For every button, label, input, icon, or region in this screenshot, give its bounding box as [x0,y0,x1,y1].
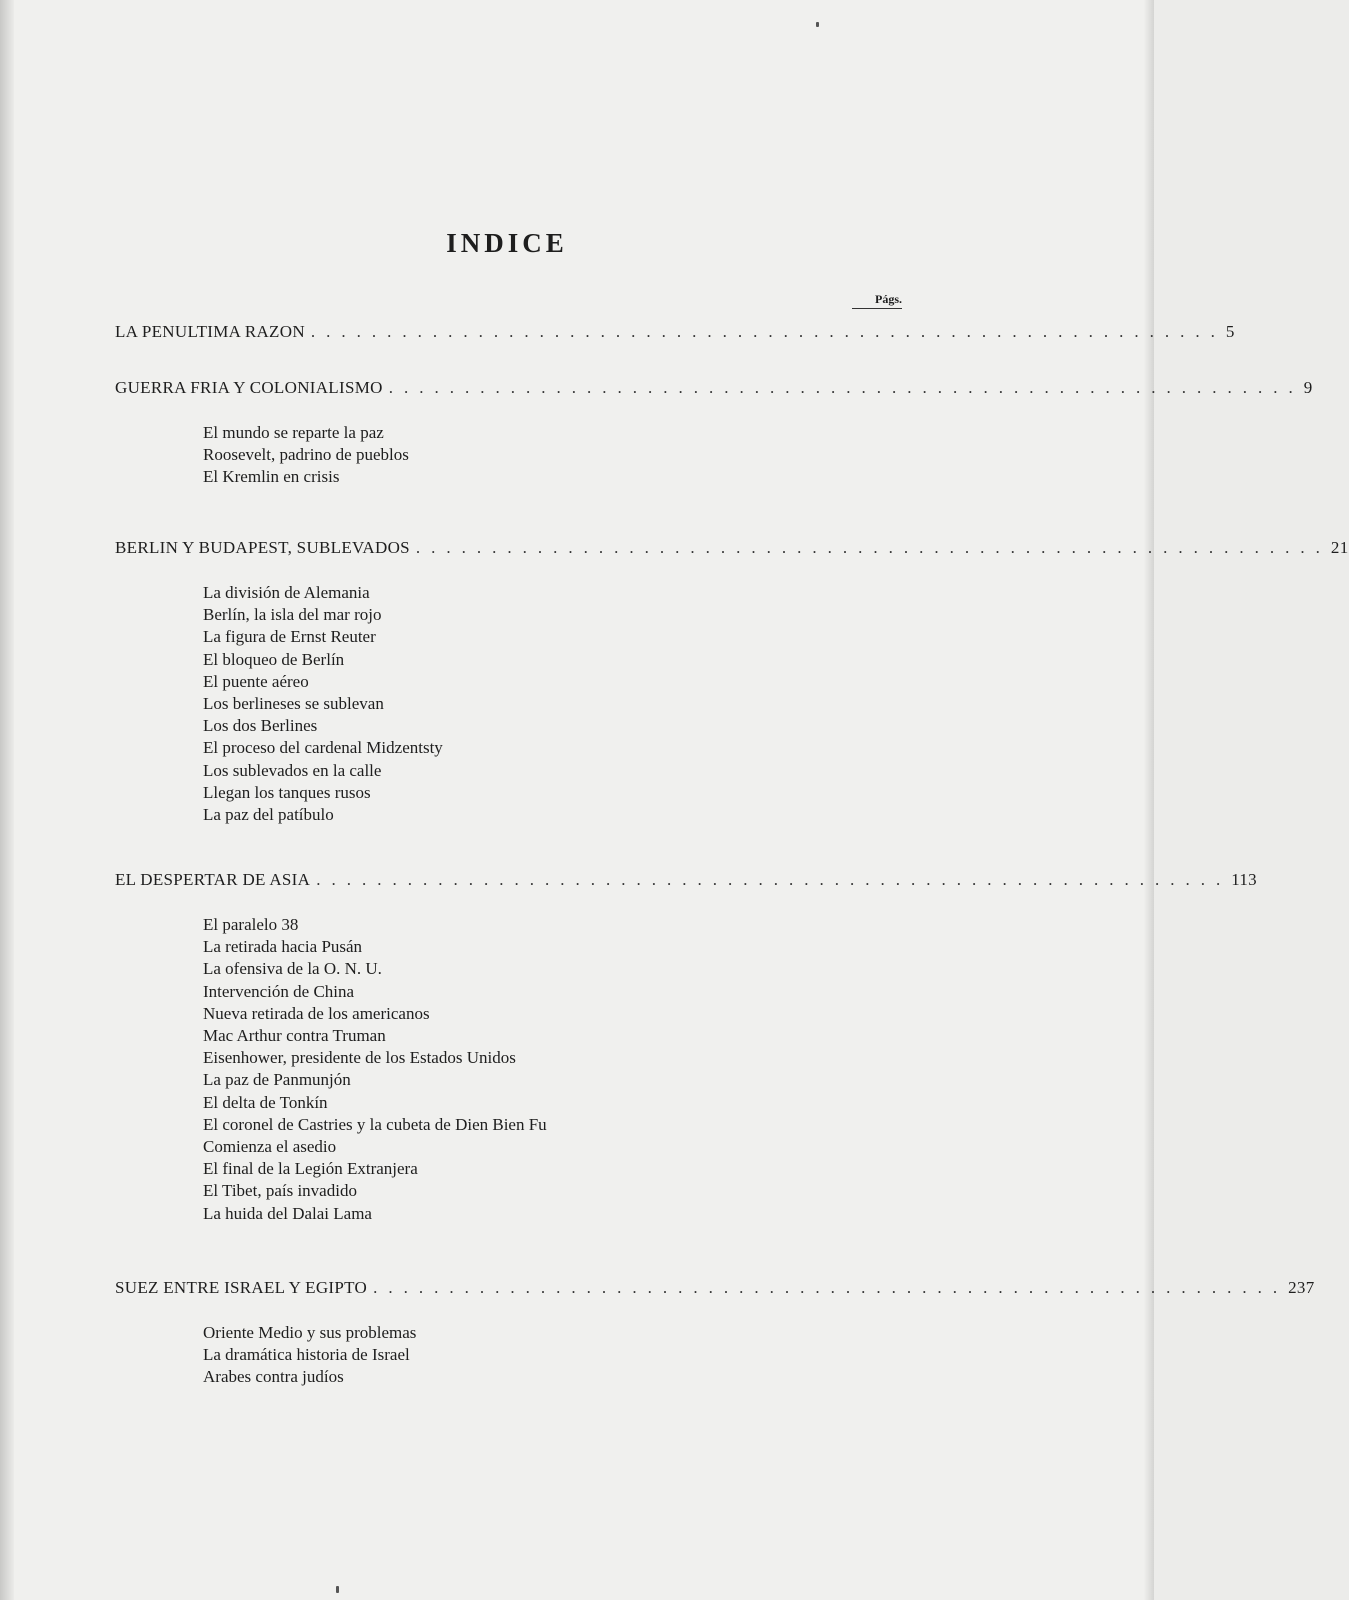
toc-section-row [115,322,1235,346]
subsection-item: Los berlineses se sublevan [203,694,384,714]
dot-leader: ............................................................ [415,538,1331,557]
toc-section-row [115,1278,1315,1302]
subsection-item: La ofensiva de la O. N. U. [203,959,382,979]
dot-leader: ............................................................ [373,1278,1289,1297]
subsection-item: Arabes contra judíos [203,1367,344,1387]
subsection-item: La división de Alemania [203,583,370,602]
subsection-item: Berlín, la isla del mar rojo [203,605,382,625]
subsection-item: La dramática historia de Israel [203,1345,410,1365]
subsection-item: Los sublevados en la calle [203,760,382,780]
scan-speck [816,22,819,27]
subsection-list [203,582,443,826]
subsection-item: Los dos Berlines [203,716,318,736]
section-title: EL DESPERTAR DE ASIA [115,870,311,889]
scan-speck [336,1586,339,1593]
subsection-item: Intervención de China [203,981,355,1001]
section-title: LA PENULTIMA RAZON [115,322,305,341]
subsection-item: El Kremlin en crisis [203,467,340,487]
section-page-number: 237 [1288,1278,1315,1297]
toc-section-row [115,538,1349,562]
subsection-item: Oriente Medio y sus problemas [203,1323,417,1342]
subsection-item: Nueva retirada de los americanos [203,1003,430,1023]
subsection-item: El bloqueo de Berlín [203,649,345,669]
section-title: SUEZ ENTRE ISRAEL Y EGIPTO [115,1278,368,1297]
pages-column-label: Págs. [852,292,902,309]
subsection-item: El final de la Legión Extranjera [203,1159,418,1179]
subsection-item: El puente aéreo [203,671,309,691]
section-title: BERLIN Y BUDAPEST, SUBLEVADOS [115,538,410,557]
subsection-item: La figura de Ernst Reuter [203,627,376,647]
subsection-item: La huida del Dalai Lama [203,1203,372,1223]
subsection-item: El coronel de Castries y la cubeta de Dien Bien Fu [203,1114,547,1134]
subsection-item: Comienza el asedio [203,1137,337,1157]
subsection-list [203,422,409,489]
subsection-item: El mundo se reparte la paz [203,423,384,442]
subsection-item: Mac Arthur contra Truman [203,1026,386,1046]
section-page-number: 113 [1231,870,1257,889]
page-title: INDICE [446,228,568,258]
subsection-item: Eisenhower, presidente de los Estados Unidos [203,1048,516,1068]
section-page-number: 9 [1303,378,1313,397]
subsection-item: El proceso del cardenal Midzentsty [203,738,443,758]
dot-leader: ............................................................ [310,322,1226,341]
subsection-item: El delta de Tonkín [203,1092,328,1112]
dot-leader: ............................................................ [316,870,1232,889]
subsection-item: El Tibet, país invadido [203,1181,357,1201]
section-title: GUERRA FRIA Y COLONIALISMO [115,378,383,397]
subsection-item: El paralelo 38 [203,915,299,934]
section-page-number: 21 [1330,538,1349,557]
subsection-item: La retirada hacia Pusán [203,937,363,957]
subsection-list [203,914,547,1225]
subsection-item: La paz de Panmunjón [203,1070,351,1090]
subsection-item: Roosevelt, padrino de pueblos [203,445,409,465]
toc-section-row [115,870,1257,894]
section-page-number: 5 [1225,322,1235,341]
page-right-edge [1144,0,1154,1600]
subsection-list [203,1322,416,1389]
toc-section-row [115,378,1313,402]
dot-leader: ............................................................ [388,378,1304,397]
subsection-item: La paz del patíbulo [203,805,334,825]
subsection-item: Llegan los tanques rusos [203,782,371,802]
